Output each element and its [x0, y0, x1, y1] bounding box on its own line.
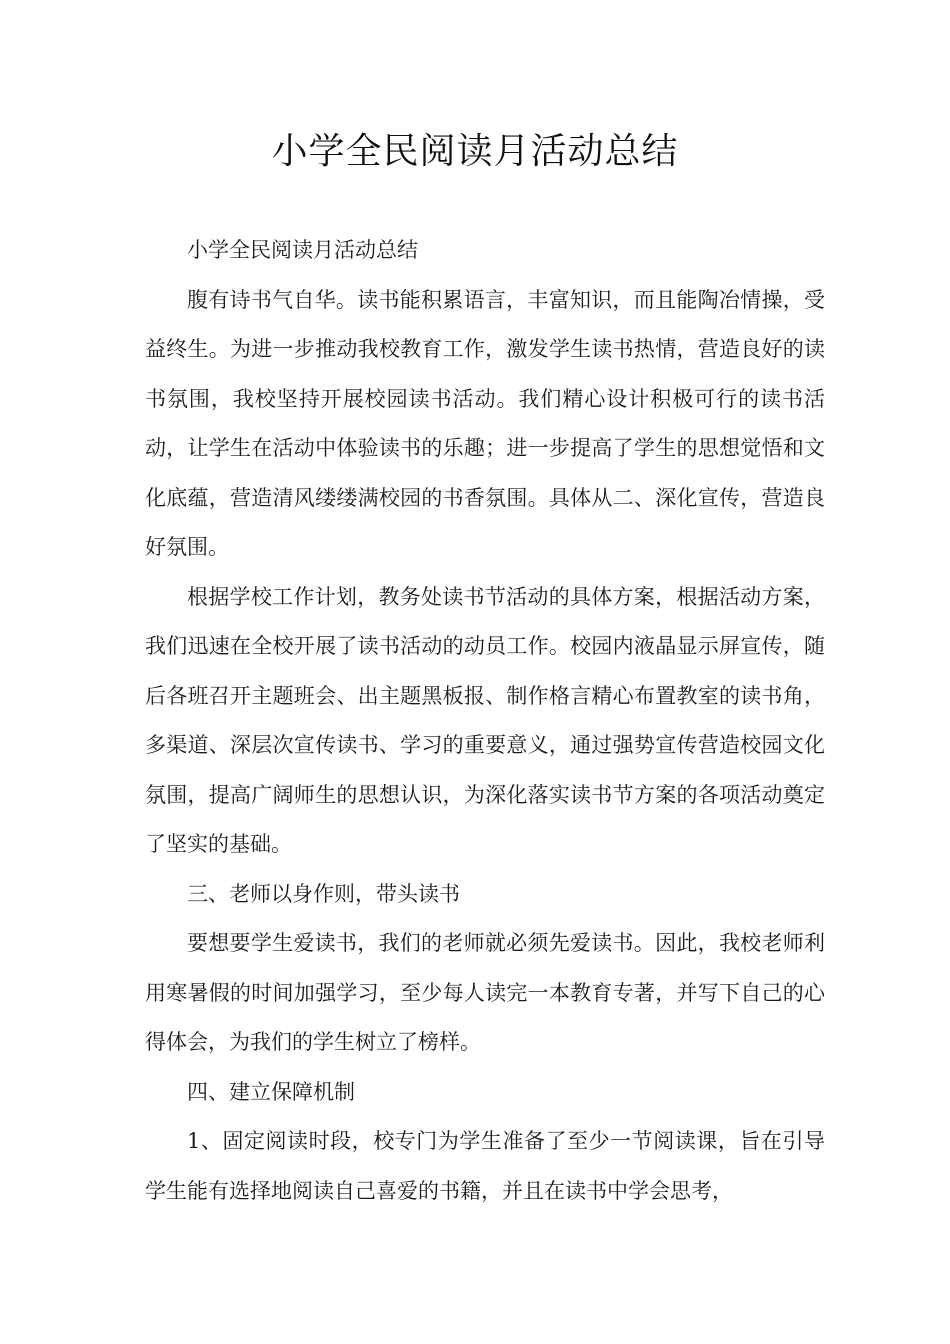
- body-paragraph: 小学全民阅读月活动总结: [187, 238, 418, 262]
- document-title: 小学全民阅读月活动总结: [271, 131, 679, 172]
- section-heading: 四、建立保障机制: [187, 1079, 355, 1104]
- body-paragraph: 1、固定阅读时段，校专门为学生准备了至少一节阅读课，旨在引导学生能有选择地阅读自己喜爱的书籍，并且在读书中学会思考，: [145, 1129, 825, 1203]
- body-paragraph: 腹有诗书气自华。读书能积累语言，丰富知识，而且能陶冶情操，受益终生。为进一步推动我校教育工作，激发学生读书热情，营造良好的读书氛围，我校坚持开展校园读书活动。我们精心设计积极可行的读书活动，让学生在活动中体验读书的乐趣；进一步提高了学生的思想觉悟和文化底蕴，营造清风缕缕满校园的书香氛围。具体从二、深化宣传，营造良好氛围。: [145, 287, 825, 559]
- body-paragraph: 根据学校工作计划，教务处读书节活动的具体方案，根据活动方案，我们迅速在全校开展了读书活动的动员工作。校园内液晶显示屏宣传，随后各班召开主题班会、出主题黑板报、制作格言精心布置教室的读书角，多渠道、深层次宣传读书、学习的重要意义，通过强势宣传营造校园文化氛围，提高广阔师生的思想认识，为深化落实读书节方案的各项活动奠定了坚实的基础。: [145, 584, 825, 856]
- document-body: [145, 226, 825, 1216]
- body-paragraph: 要想要学生爱读书，我们的老师就必须先爱读书。因此，我校老师利用寒暑假的时间加强学习，至少每人读完一本教育专著，并写下自己的心得体会，为我们的学生树立了榜样。: [145, 931, 825, 1054]
- section-heading: 三、老师以身作则，带头读书: [187, 881, 460, 906]
